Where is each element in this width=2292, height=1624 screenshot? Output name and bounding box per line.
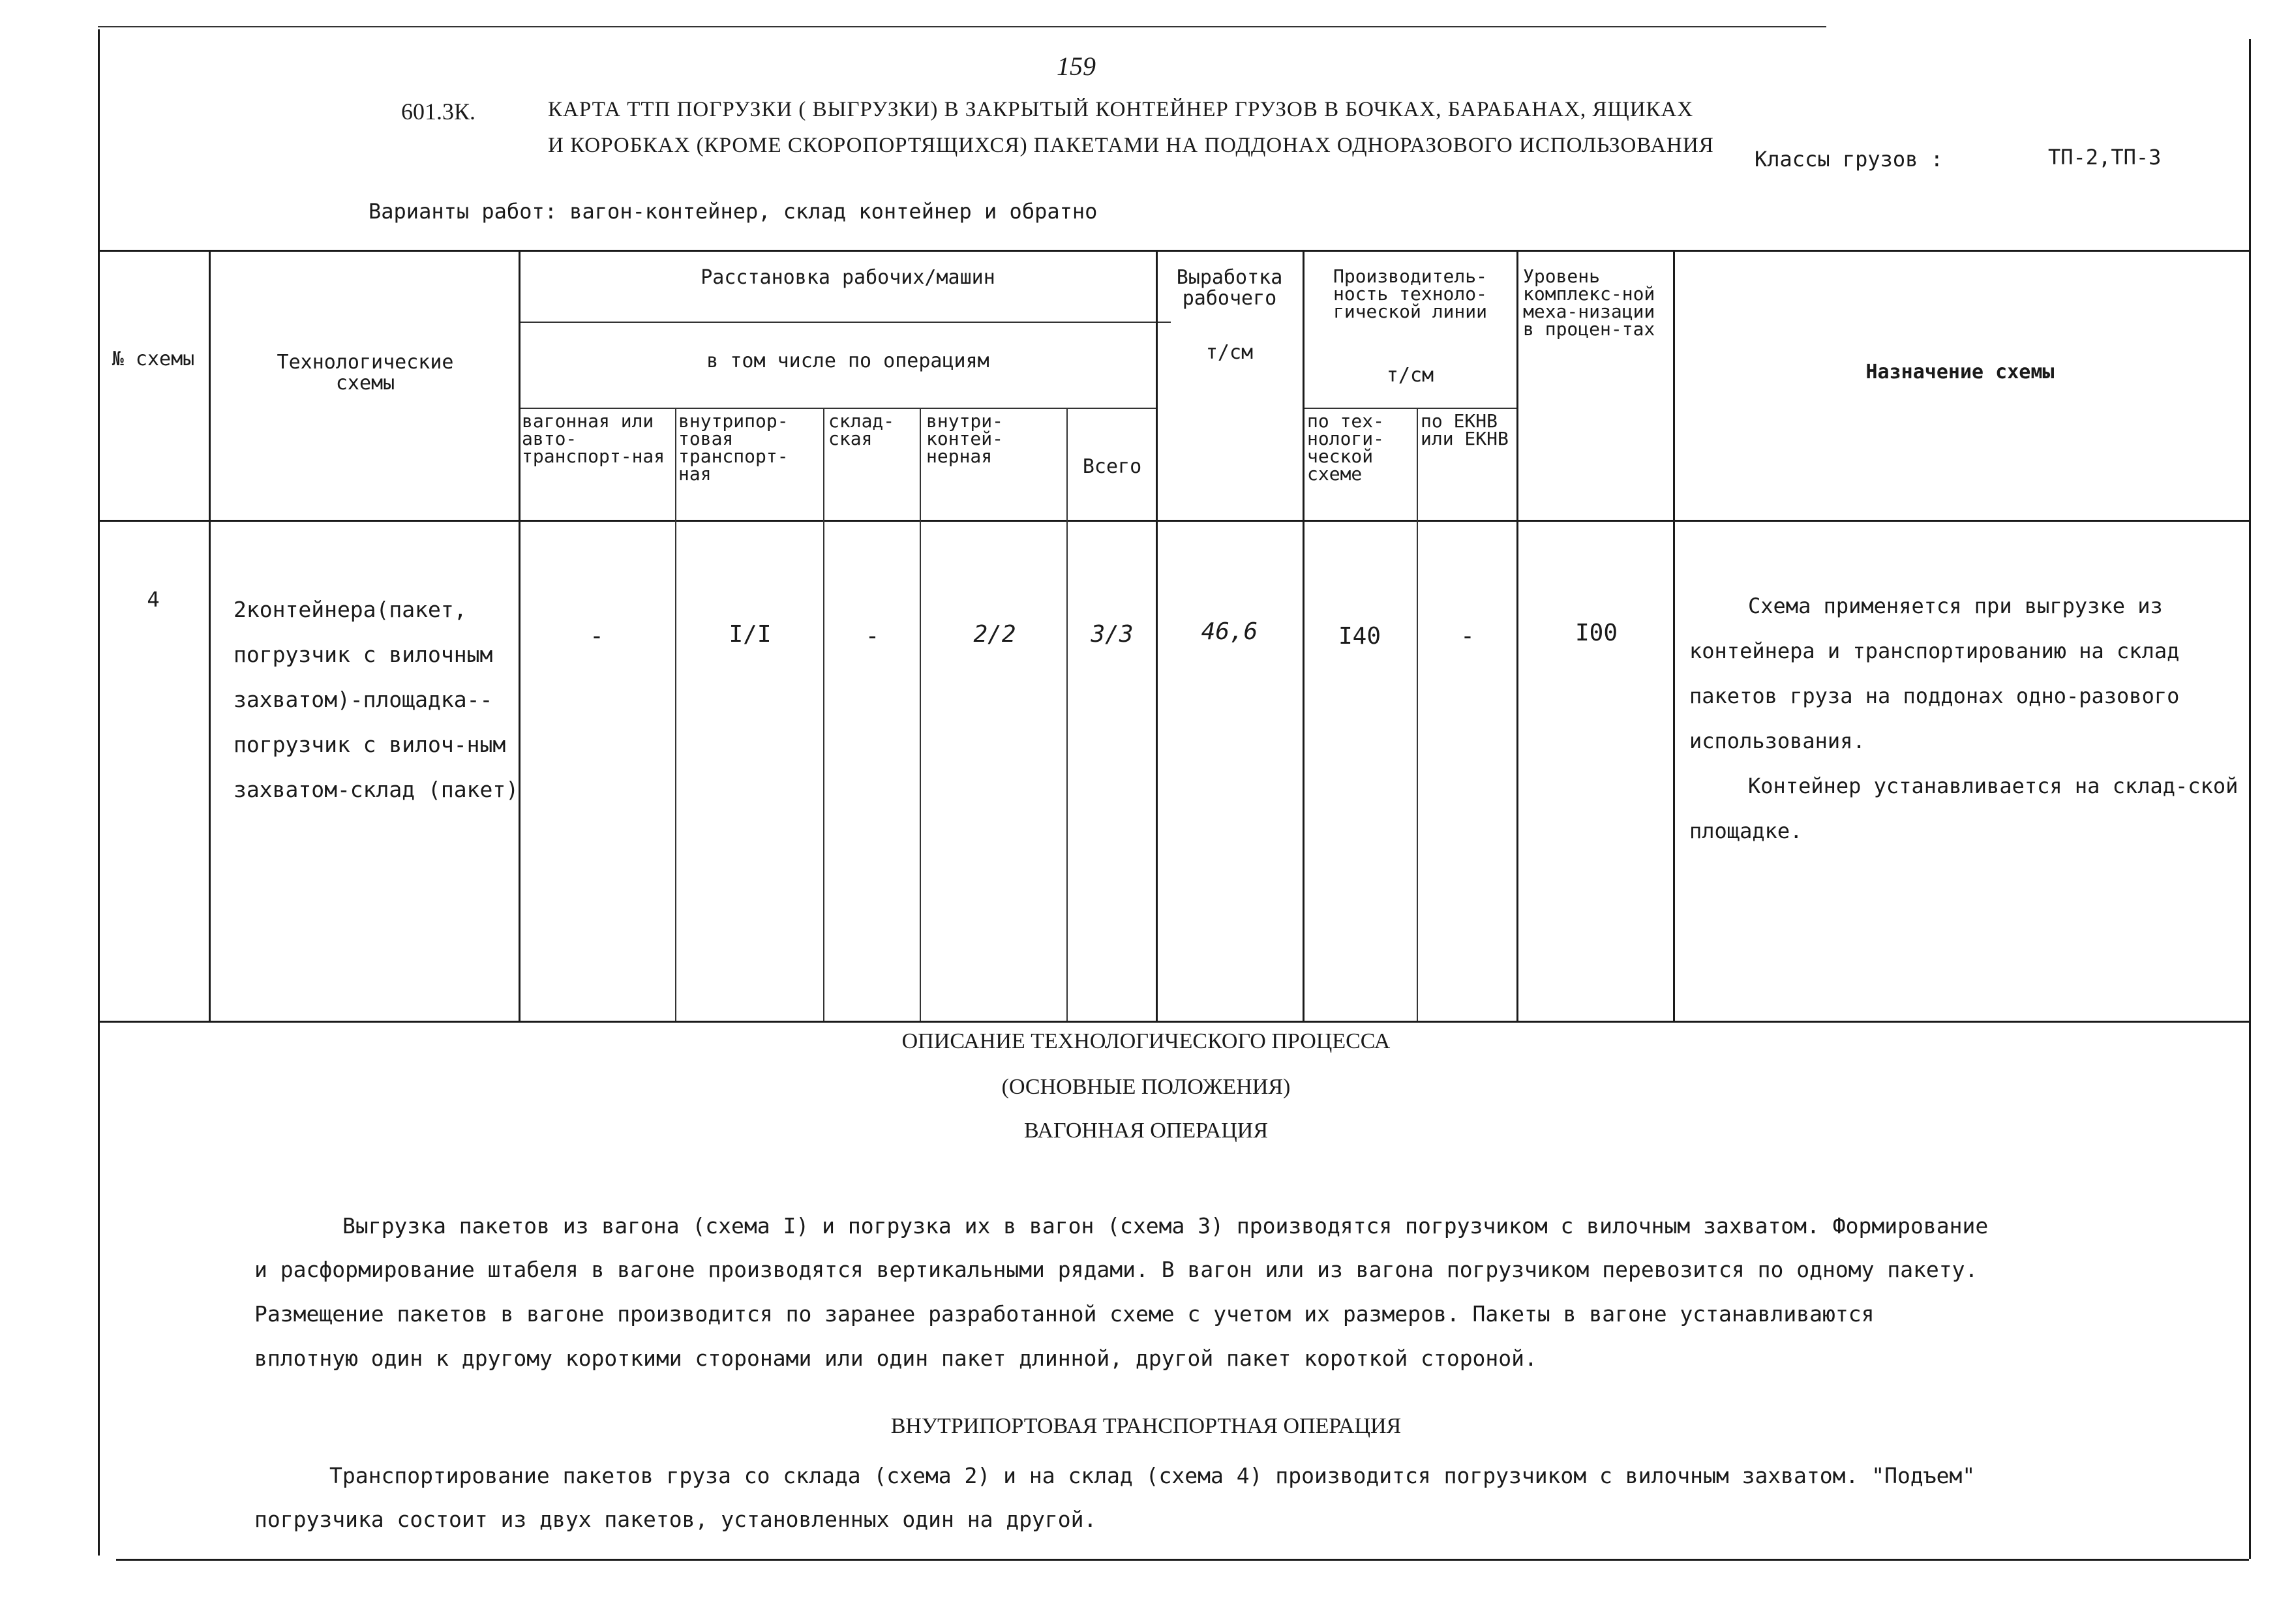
header-purpose: Назначение схемы	[1865, 361, 2055, 383]
col-line-8	[1303, 250, 1304, 1021]
table-top-line	[98, 250, 2249, 252]
col-line-4	[823, 408, 824, 1021]
cell-prod-scheme: I40	[1338, 623, 1381, 650]
para1-line3: Размещение пакетов в вагоне производится по заранее разработанной схеме с учетом их размеров. Пакеты в вагоне устанавливаются	[254, 1301, 1875, 1327]
operations-divider	[519, 408, 1158, 409]
header-prod-eknv: по ЕКНВ или ЕКНВ	[1421, 410, 1509, 449]
para1-line2: и расформирование штабеля в вагоне производятся вертикальными рядами. В вагон или из вагона погрузчиком перевозится по одному пакету.	[254, 1257, 1978, 1282]
col-line-5	[920, 408, 921, 1021]
cell-purpose	[1689, 584, 2250, 854]
top-border-line	[98, 26, 1826, 27]
description-subtitle: (ОСНОВНЫЕ ПОЛОЖЕНИЯ)	[1001, 1075, 1291, 1099]
placement-divider	[519, 322, 1171, 323]
frame-bottom	[116, 1559, 2249, 1561]
header-by-operations: в том числе по операциям	[706, 350, 989, 372]
header-tech-schemes: Технологические схемы	[277, 351, 454, 395]
table-bottom-line	[98, 1021, 2249, 1023]
header-productivity: Производитель-ность техноло-гической линии	[1333, 265, 1487, 322]
purpose-paragraph-2: Контейнер устанавливается на склад-ской площадке.	[1689, 774, 2239, 843]
col-line-6	[1066, 408, 1068, 1021]
header-placement: Расстановка рабочих/машин	[701, 266, 995, 289]
para2-line2: погрузчика состоит из двух пакетов, установленных один на другой.	[254, 1507, 1097, 1532]
purpose-paragraph-1: Схема применяется при выгрузке из контейнера и транспортированию на склад пакетов груза на поддонах одно-разового использования.	[1689, 594, 2180, 753]
cell-op-total: 3/3	[1091, 621, 1134, 648]
col-line-11	[1673, 250, 1675, 1021]
frame-left	[98, 29, 100, 1556]
page-number: 159	[1057, 52, 1096, 81]
col-line-10	[1516, 250, 1518, 1021]
cell-op-incontainer: 2/2	[973, 621, 1016, 648]
section-wagon-operation: ВАГОННАЯ ОПЕРАЦИЯ	[1023, 1119, 1269, 1143]
col-line-1	[209, 250, 211, 1021]
document-title-line2: И КОРОБКАХ (КРОМЕ СКОРОПОРТЯЩИХСЯ) ПАКЕТАМИ НА ПОДДОНАХ ОДНОРАЗОВОГО ИСПОЛЬЗОВАНИЯ	[548, 134, 1714, 157]
para2-line1: Транспортирование пакетов груза со склада (схема 2) и на склад (схема 4) производится погрузчиком с вилочным захватом. "Подъем"	[329, 1463, 1976, 1488]
header-op-incontainer: внутри-контей-нерная	[926, 410, 1004, 467]
document-title-line1: КАРТА ТТП ПОГРУЗКИ ( ВЫГРУЗКИ) В ЗАКРЫТЫЙ КОНТЕЙНЕР ГРУЗОВ В БОЧКАХ, БАРАБАНАХ, ЯЩИКАХ	[548, 98, 1694, 121]
cargo-classes-label: Классы грузов :	[1755, 147, 1943, 172]
cell-op-warehouse: -	[865, 623, 880, 650]
para1-line4: вплотную один к другому короткими сторонами или один пакет длинной, другой пакет короткой стороной.	[254, 1346, 1537, 1371]
header-scheme-no: № схемы	[112, 348, 195, 370]
cell-prod-eknv: -	[1460, 623, 1475, 650]
document-code: 601.3К.	[401, 98, 476, 125]
col-line-3	[675, 408, 676, 1021]
header-op-inport: внутрипор-товая транспорт-ная	[678, 410, 789, 485]
header-prod-scheme: по тех-нологи-ческой схеме	[1307, 410, 1385, 485]
section-inport-operation: ВНУТРИПОРТОВАЯ ТРАНСПОРТНАЯ ОПЕРАЦИЯ	[890, 1414, 1402, 1438]
para1-line1: Выгрузка пакетов из вагона (схема I) и погрузка их в вагон (схема 3) производятся погрузчиком с вилочным захватом. Формирование	[342, 1213, 1989, 1239]
cell-output: 46,6	[1201, 618, 1258, 645]
header-productivity-unit: т/см	[1386, 364, 1434, 387]
header-mech-level: Уровень комплекс-ной меха-низации в процен-тах	[1523, 265, 1655, 340]
header-output-unit: т/см	[1205, 341, 1254, 364]
header-op-total: Всего	[1082, 455, 1142, 478]
col-line-7	[1156, 250, 1158, 1021]
header-output: Выработка рабочего	[1176, 266, 1283, 310]
cell-op-wagon: -	[590, 623, 604, 650]
header-op-wagon: вагонная или авто-транспорт-ная	[522, 410, 665, 467]
cell-op-inport: I/I	[729, 621, 772, 648]
description-title: ОПИСАНИЕ ТЕХНОЛОГИЧЕСКОГО ПРОЦЕССА	[901, 1029, 1391, 1053]
work-variants: Варианты работ: вагон-контейнер, склад контейнер и обратно	[369, 199, 1098, 224]
header-op-warehouse: склад-ская	[828, 410, 895, 449]
cell-mech-level: I00	[1575, 620, 1618, 646]
cell-scheme-no: 4	[147, 587, 160, 612]
productivity-divider	[1303, 408, 1518, 409]
col-line-9	[1417, 408, 1418, 1021]
cargo-classes-value: ТП-2,ТП-3	[2048, 145, 2162, 170]
header-bottom-line	[98, 520, 2249, 522]
cell-scheme-text: 2контейнера(пакет, погрузчик с вилочным захватом)-площадка--погрузчик с вилоч-ным захватом-склад (пакет)	[234, 597, 519, 802]
